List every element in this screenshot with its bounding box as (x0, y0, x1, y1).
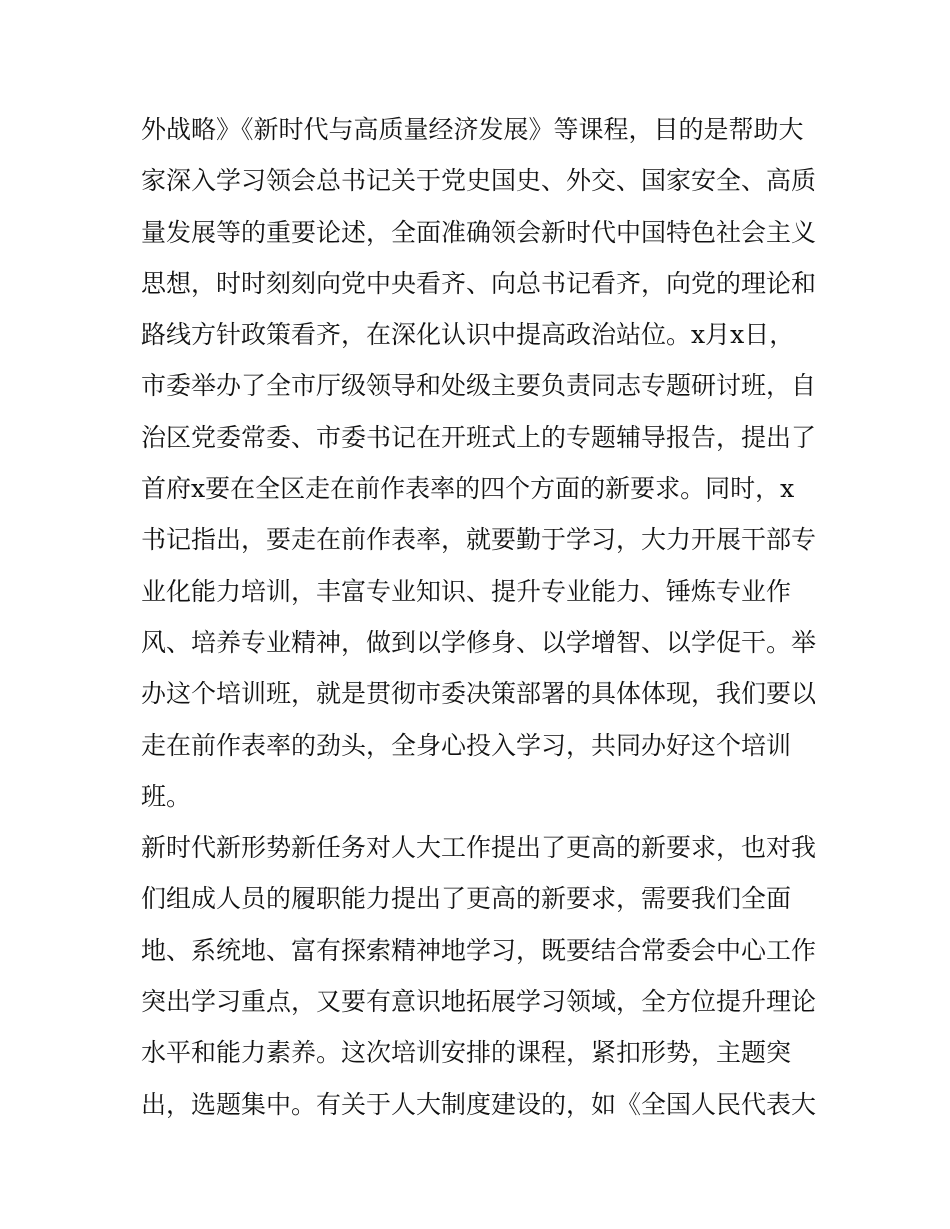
text-line: 办这个培训班，就是贯彻市委决策部署的具体体现，我们要以 (141, 679, 817, 709)
text-line: 首府x要在全区走在前作表率的四个方面的新要求。同时，x (141, 474, 795, 504)
text-line: 量发展等的重要论述，全面准确领会新时代中国特色社会主义 (141, 217, 817, 247)
text-line: 外战略》《新时代与高质量经济发展》等课程，目的是帮助大 (141, 115, 804, 144)
text-line: 突出学习重点，又要有意识地拓展学习领域，全方位提升理论 (141, 987, 817, 1017)
text-line: 新时代新形势新任务对人大工作提出了更高的新要求，也对我 (141, 833, 817, 863)
text-line: 治区党委常委、市委书记在开班式上的专题辅导报告，提出了 (141, 422, 817, 452)
text-line: 业化能力培训，丰富专业知识、提升专业能力、锤炼专业作 (141, 576, 792, 606)
text-line: 思想，时时刻刻向党中央看齐、向总书记看齐，向党的理论和 (141, 268, 817, 298)
text-line: 风、培养专业精神，做到以学修身、以学增智、以学促干。举 (141, 627, 817, 657)
text-line: 出，选题集中。有关于人大制度建设的，如《全国人民代表大 (141, 1089, 817, 1119)
body-text (141, 104, 821, 1130)
text-line: 路线方针政策看齐，在深化认识中提高政治站位。x月x日， (141, 320, 795, 350)
text-line: 地、系统地、富有探索精神地学习，既要结合常委会中心工作 (141, 935, 817, 965)
text-line: 水平和能力素养。这次培训安排的课程，紧扣形势，主题突 (141, 1038, 792, 1068)
text-line: 书记指出，要走在前作表率，就要勤于学习，大力开展干部专 (141, 525, 817, 555)
text-line: 家深入学习领会总书记关于党史国史、外交、国家安全、高质 (141, 166, 817, 196)
text-line: 走在前作表率的劲头，全身心投入学习，共同办好这个培训 (141, 730, 792, 760)
text-line: 市委举办了全市厅级领导和处级主要负责同志专题研讨班，自 (141, 371, 817, 401)
text-line: 班。 (141, 781, 192, 811)
text-line: 们组成人员的履职能力提出了更高的新要求，需要我们全面 (141, 884, 792, 914)
